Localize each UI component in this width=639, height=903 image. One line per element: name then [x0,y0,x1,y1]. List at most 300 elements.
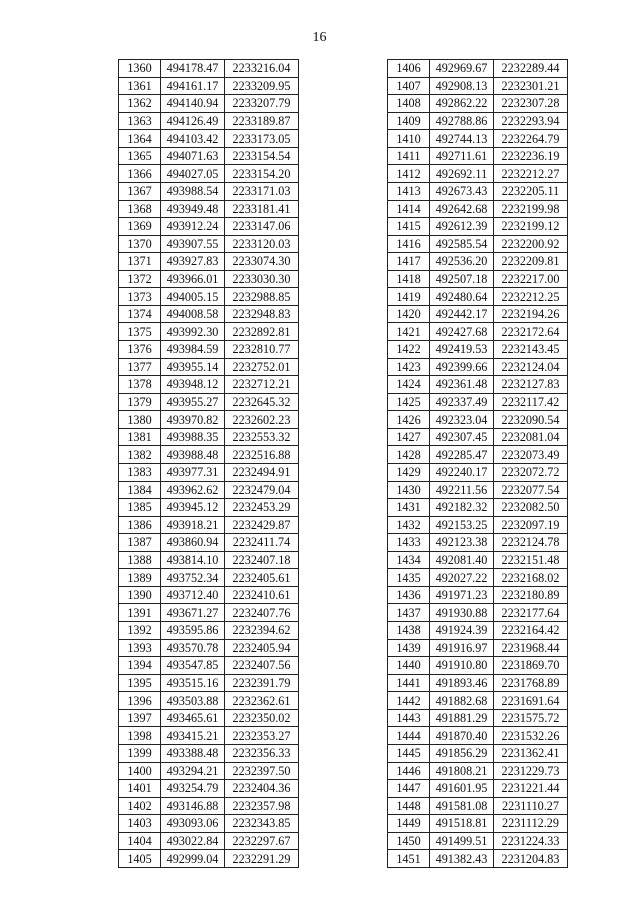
x-coordinate-cell: 491499.51 [430,832,494,850]
x-coordinate-cell: 493992.30 [161,323,225,341]
y-coordinate-cell: 2232236.19 [494,147,568,165]
y-coordinate-cell: 2232289.44 [494,60,568,78]
x-coordinate-cell: 491856.29 [430,744,494,762]
table-row [119,516,299,534]
table-row [388,815,568,833]
table-row [119,358,299,376]
y-coordinate-cell: 2233074.30 [225,253,299,271]
y-coordinate-cell: 2232892.81 [225,323,299,341]
point-number-cell: 1381 [119,428,161,446]
point-number-cell: 1451 [388,850,430,868]
y-coordinate-cell: 2232090.54 [494,411,568,429]
y-coordinate-cell: 2232199.12 [494,218,568,236]
table-row [119,657,299,675]
y-coordinate-cell: 2232404.36 [225,780,299,798]
y-coordinate-cell: 2232429.87 [225,516,299,534]
y-coordinate-cell: 2231532.26 [494,727,568,745]
y-coordinate-cell: 2232453.29 [225,499,299,517]
point-number-cell: 1392 [119,622,161,640]
y-coordinate-cell: 2233120.03 [225,235,299,253]
point-number-cell: 1408 [388,95,430,113]
coordinates-table-right-body [388,60,568,868]
x-coordinate-cell: 492211.56 [430,481,494,499]
table-row [388,411,568,429]
x-coordinate-cell: 493388.48 [161,744,225,762]
point-number-cell: 1411 [388,147,430,165]
point-number-cell: 1362 [119,95,161,113]
point-number-cell: 1389 [119,569,161,587]
point-number-cell: 1440 [388,657,430,675]
x-coordinate-cell: 491910.80 [430,657,494,675]
y-coordinate-cell: 2232117.42 [494,393,568,411]
point-number-cell: 1386 [119,516,161,534]
table-row [388,218,568,236]
x-coordinate-cell: 491382.43 [430,850,494,868]
table-row [119,341,299,359]
y-coordinate-cell: 2231204.83 [494,850,568,868]
table-row [388,446,568,464]
y-coordinate-cell: 2233154.20 [225,165,299,183]
table-row [388,499,568,517]
table-row [119,639,299,657]
y-coordinate-cell: 2232405.61 [225,569,299,587]
x-coordinate-cell: 494005.15 [161,288,225,306]
table-row [119,622,299,640]
table-row [119,569,299,587]
x-coordinate-cell: 494008.58 [161,305,225,323]
x-coordinate-cell: 492536.20 [430,253,494,271]
y-coordinate-cell: 2232180.89 [494,586,568,604]
x-coordinate-cell: 492399.66 [430,358,494,376]
point-number-cell: 1447 [388,780,430,798]
y-coordinate-cell: 2232407.18 [225,551,299,569]
table-row [119,147,299,165]
point-number-cell: 1402 [119,797,161,815]
x-coordinate-cell: 493465.61 [161,709,225,727]
x-coordinate-cell: 493955.14 [161,358,225,376]
table-row [119,797,299,815]
table-row [119,323,299,341]
table-row [388,270,568,288]
y-coordinate-cell: 2232810.77 [225,341,299,359]
point-number-cell: 1369 [119,218,161,236]
y-coordinate-cell: 2231110.27 [494,797,568,815]
table-row [388,692,568,710]
x-coordinate-cell: 494140.94 [161,95,225,113]
table-row [388,780,568,798]
y-coordinate-cell: 2232712.21 [225,376,299,394]
table-row [388,200,568,218]
x-coordinate-cell: 494103.42 [161,130,225,148]
y-coordinate-cell: 2232143.45 [494,341,568,359]
x-coordinate-cell: 494027.05 [161,165,225,183]
point-number-cell: 1438 [388,622,430,640]
table-row [119,288,299,306]
table-row [119,762,299,780]
table-row [119,77,299,95]
point-number-cell: 1404 [119,832,161,850]
table-row [388,481,568,499]
y-coordinate-cell: 2232301.21 [494,77,568,95]
y-coordinate-cell: 2232172.64 [494,323,568,341]
x-coordinate-cell: 493515.16 [161,674,225,692]
point-number-cell: 1405 [119,850,161,868]
point-number-cell: 1420 [388,305,430,323]
point-number-cell: 1437 [388,604,430,622]
point-number-cell: 1448 [388,797,430,815]
table-row [119,446,299,464]
y-coordinate-cell: 2231691.64 [494,692,568,710]
x-coordinate-cell: 492419.53 [430,341,494,359]
y-coordinate-cell: 2232394.62 [225,622,299,640]
table-row [388,569,568,587]
x-coordinate-cell: 494126.49 [161,112,225,130]
point-number-cell: 1383 [119,463,161,481]
point-number-cell: 1410 [388,130,430,148]
point-number-cell: 1373 [119,288,161,306]
point-number-cell: 1380 [119,411,161,429]
point-number-cell: 1414 [388,200,430,218]
point-number-cell: 1387 [119,534,161,552]
x-coordinate-cell: 493907.55 [161,235,225,253]
point-number-cell: 1395 [119,674,161,692]
y-coordinate-cell: 2232127.83 [494,376,568,394]
y-coordinate-cell: 2232209.81 [494,253,568,271]
coordinates-table-left [118,59,299,868]
point-number-cell: 1384 [119,481,161,499]
y-coordinate-cell: 2232293.94 [494,112,568,130]
point-number-cell: 1403 [119,815,161,833]
y-coordinate-cell: 2233171.03 [225,182,299,200]
table-row [388,147,568,165]
y-coordinate-cell: 2233147.06 [225,218,299,236]
x-coordinate-cell: 493988.54 [161,182,225,200]
y-coordinate-cell: 2232124.78 [494,534,568,552]
y-coordinate-cell: 2231224.33 [494,832,568,850]
y-coordinate-cell: 2232264.79 [494,130,568,148]
table-row [119,218,299,236]
x-coordinate-cell: 493503.88 [161,692,225,710]
point-number-cell: 1427 [388,428,430,446]
point-number-cell: 1423 [388,358,430,376]
y-coordinate-cell: 2232082.50 [494,499,568,517]
y-coordinate-cell: 2232200.92 [494,235,568,253]
table-row [388,60,568,78]
x-coordinate-cell: 493984.59 [161,341,225,359]
y-coordinate-cell: 2232391.79 [225,674,299,692]
table-row [388,463,568,481]
point-number-cell: 1412 [388,165,430,183]
x-coordinate-cell: 491518.81 [430,815,494,833]
point-number-cell: 1391 [119,604,161,622]
table-row [119,200,299,218]
point-number-cell: 1419 [388,288,430,306]
table-row [388,112,568,130]
x-coordinate-cell: 493570.78 [161,639,225,657]
table-row [388,674,568,692]
point-number-cell: 1436 [388,586,430,604]
table-row [119,270,299,288]
y-coordinate-cell: 2232097.19 [494,516,568,534]
y-coordinate-cell: 2231112.29 [494,815,568,833]
table-row [388,516,568,534]
table-row [119,481,299,499]
table-row [388,77,568,95]
table-row [119,832,299,850]
y-coordinate-cell: 2232516.88 [225,446,299,464]
table-row [388,253,568,271]
y-coordinate-cell: 2232205.11 [494,182,568,200]
y-coordinate-cell: 2232407.56 [225,657,299,675]
point-number-cell: 1361 [119,77,161,95]
table-row [119,95,299,113]
point-number-cell: 1366 [119,165,161,183]
y-coordinate-cell: 2231768.89 [494,674,568,692]
x-coordinate-cell: 492361.48 [430,376,494,394]
x-coordinate-cell: 493912.24 [161,218,225,236]
point-number-cell: 1422 [388,341,430,359]
point-number-cell: 1426 [388,411,430,429]
point-number-cell: 1418 [388,270,430,288]
point-number-cell: 1397 [119,709,161,727]
x-coordinate-cell: 493962.62 [161,481,225,499]
table-row [388,165,568,183]
y-coordinate-cell: 2232073.49 [494,446,568,464]
x-coordinate-cell: 493970.82 [161,411,225,429]
y-coordinate-cell: 2233207.79 [225,95,299,113]
table-row [119,235,299,253]
point-number-cell: 1367 [119,182,161,200]
point-number-cell: 1424 [388,376,430,394]
y-coordinate-cell: 2232410.61 [225,586,299,604]
point-number-cell: 1449 [388,815,430,833]
point-number-cell: 1446 [388,762,430,780]
point-number-cell: 1394 [119,657,161,675]
x-coordinate-cell: 493955.27 [161,393,225,411]
point-number-cell: 1445 [388,744,430,762]
x-coordinate-cell: 491881.29 [430,709,494,727]
table-row [388,850,568,868]
point-number-cell: 1435 [388,569,430,587]
table-row [388,551,568,569]
table-row [119,586,299,604]
point-number-cell: 1371 [119,253,161,271]
x-coordinate-cell: 492744.13 [430,130,494,148]
table-row [119,499,299,517]
x-coordinate-cell: 492908.13 [430,77,494,95]
y-coordinate-cell: 2232164.42 [494,622,568,640]
table-row [119,376,299,394]
table-row [119,182,299,200]
table-row [388,428,568,446]
table-row [119,393,299,411]
point-number-cell: 1434 [388,551,430,569]
table-row [119,604,299,622]
x-coordinate-cell: 493948.12 [161,376,225,394]
x-coordinate-cell: 491601.95 [430,780,494,798]
x-coordinate-cell: 492585.54 [430,235,494,253]
table-row [119,112,299,130]
x-coordinate-cell: 492427.68 [430,323,494,341]
x-coordinate-cell: 491581.08 [430,797,494,815]
table-row [119,411,299,429]
y-coordinate-cell: 2232212.25 [494,288,568,306]
y-coordinate-cell: 2232752.01 [225,358,299,376]
x-coordinate-cell: 494178.47 [161,60,225,78]
coordinates-table-right [387,59,568,868]
point-number-cell: 1443 [388,709,430,727]
table-row [119,727,299,745]
table-row [119,692,299,710]
x-coordinate-cell: 492337.49 [430,393,494,411]
y-coordinate-cell: 2232553.32 [225,428,299,446]
y-coordinate-cell: 2231575.72 [494,709,568,727]
table-row [388,604,568,622]
x-coordinate-cell: 491882.68 [430,692,494,710]
x-coordinate-cell: 491924.39 [430,622,494,640]
point-number-cell: 1439 [388,639,430,657]
table-row [119,60,299,78]
point-number-cell: 1428 [388,446,430,464]
x-coordinate-cell: 491930.88 [430,604,494,622]
point-number-cell: 1417 [388,253,430,271]
y-coordinate-cell: 2232217.00 [494,270,568,288]
table-row [388,639,568,657]
table-row [119,305,299,323]
coordinates-table-left-body [119,60,299,868]
y-coordinate-cell: 2232194.26 [494,305,568,323]
x-coordinate-cell: 491808.21 [430,762,494,780]
page-number: 16 [312,30,327,45]
y-coordinate-cell: 2233173.05 [225,130,299,148]
y-coordinate-cell: 2231869.70 [494,657,568,675]
point-number-cell: 1401 [119,780,161,798]
point-number-cell: 1398 [119,727,161,745]
y-coordinate-cell: 2233209.95 [225,77,299,95]
x-coordinate-cell: 491916.97 [430,639,494,657]
x-coordinate-cell: 493294.21 [161,762,225,780]
point-number-cell: 1377 [119,358,161,376]
x-coordinate-cell: 492788.86 [430,112,494,130]
x-coordinate-cell: 494071.63 [161,147,225,165]
y-coordinate-cell: 2232356.33 [225,744,299,762]
x-coordinate-cell: 492507.18 [430,270,494,288]
y-coordinate-cell: 2231229.73 [494,762,568,780]
table-row [388,657,568,675]
y-coordinate-cell: 2233154.54 [225,147,299,165]
table-row [388,744,568,762]
table-row [119,253,299,271]
x-coordinate-cell: 492862.22 [430,95,494,113]
x-coordinate-cell: 492442.17 [430,305,494,323]
x-coordinate-cell: 492081.40 [430,551,494,569]
x-coordinate-cell: 493949.48 [161,200,225,218]
point-number-cell: 1442 [388,692,430,710]
point-number-cell: 1425 [388,393,430,411]
point-number-cell: 1444 [388,727,430,745]
table-row [388,727,568,745]
point-number-cell: 1378 [119,376,161,394]
table-row [388,288,568,306]
point-number-cell: 1413 [388,182,430,200]
y-coordinate-cell: 2232407.76 [225,604,299,622]
x-coordinate-cell: 492612.39 [430,218,494,236]
table-row [388,393,568,411]
point-number-cell: 1365 [119,147,161,165]
point-number-cell: 1363 [119,112,161,130]
point-number-cell: 1399 [119,744,161,762]
x-coordinate-cell: 492307.45 [430,428,494,446]
table-row [388,182,568,200]
table-row [388,832,568,850]
table-row [119,744,299,762]
point-number-cell: 1450 [388,832,430,850]
y-coordinate-cell: 2231221.44 [494,780,568,798]
table-row [388,762,568,780]
table-row [388,341,568,359]
y-coordinate-cell: 2232291.29 [225,850,299,868]
x-coordinate-cell: 493712.40 [161,586,225,604]
x-coordinate-cell: 493547.85 [161,657,225,675]
y-coordinate-cell: 2232411.74 [225,534,299,552]
point-number-cell: 1360 [119,60,161,78]
point-number-cell: 1430 [388,481,430,499]
point-number-cell: 1421 [388,323,430,341]
point-number-cell: 1372 [119,270,161,288]
x-coordinate-cell: 491971.23 [430,586,494,604]
y-coordinate-cell: 2233030.30 [225,270,299,288]
y-coordinate-cell: 2232168.02 [494,569,568,587]
y-coordinate-cell: 2232212.27 [494,165,568,183]
table-row [119,780,299,798]
y-coordinate-cell: 2233189.87 [225,112,299,130]
table-row [388,358,568,376]
point-number-cell: 1364 [119,130,161,148]
y-coordinate-cell: 2232177.64 [494,604,568,622]
x-coordinate-cell: 493814.10 [161,551,225,569]
y-coordinate-cell: 2231362.41 [494,744,568,762]
point-number-cell: 1374 [119,305,161,323]
x-coordinate-cell: 493860.94 [161,534,225,552]
y-coordinate-cell: 2232307.28 [494,95,568,113]
point-number-cell: 1393 [119,639,161,657]
table-row [119,130,299,148]
point-number-cell: 1368 [119,200,161,218]
x-coordinate-cell: 493671.27 [161,604,225,622]
table-row [119,165,299,183]
y-coordinate-cell: 2232343.85 [225,815,299,833]
x-coordinate-cell: 492153.25 [430,516,494,534]
table-row [388,130,568,148]
point-number-cell: 1407 [388,77,430,95]
x-coordinate-cell: 493595.86 [161,622,225,640]
x-coordinate-cell: 491870.40 [430,727,494,745]
y-coordinate-cell: 2232297.67 [225,832,299,850]
x-coordinate-cell: 493254.79 [161,780,225,798]
table-row [388,235,568,253]
y-coordinate-cell: 2232353.27 [225,727,299,745]
x-coordinate-cell: 491893.46 [430,674,494,692]
x-coordinate-cell: 493918.21 [161,516,225,534]
table-row [119,850,299,868]
table-row [388,323,568,341]
x-coordinate-cell: 492642.68 [430,200,494,218]
x-coordinate-cell: 492240.17 [430,463,494,481]
y-coordinate-cell: 2232151.48 [494,551,568,569]
y-coordinate-cell: 2232645.32 [225,393,299,411]
y-coordinate-cell: 2233216.04 [225,60,299,78]
x-coordinate-cell: 492692.11 [430,165,494,183]
